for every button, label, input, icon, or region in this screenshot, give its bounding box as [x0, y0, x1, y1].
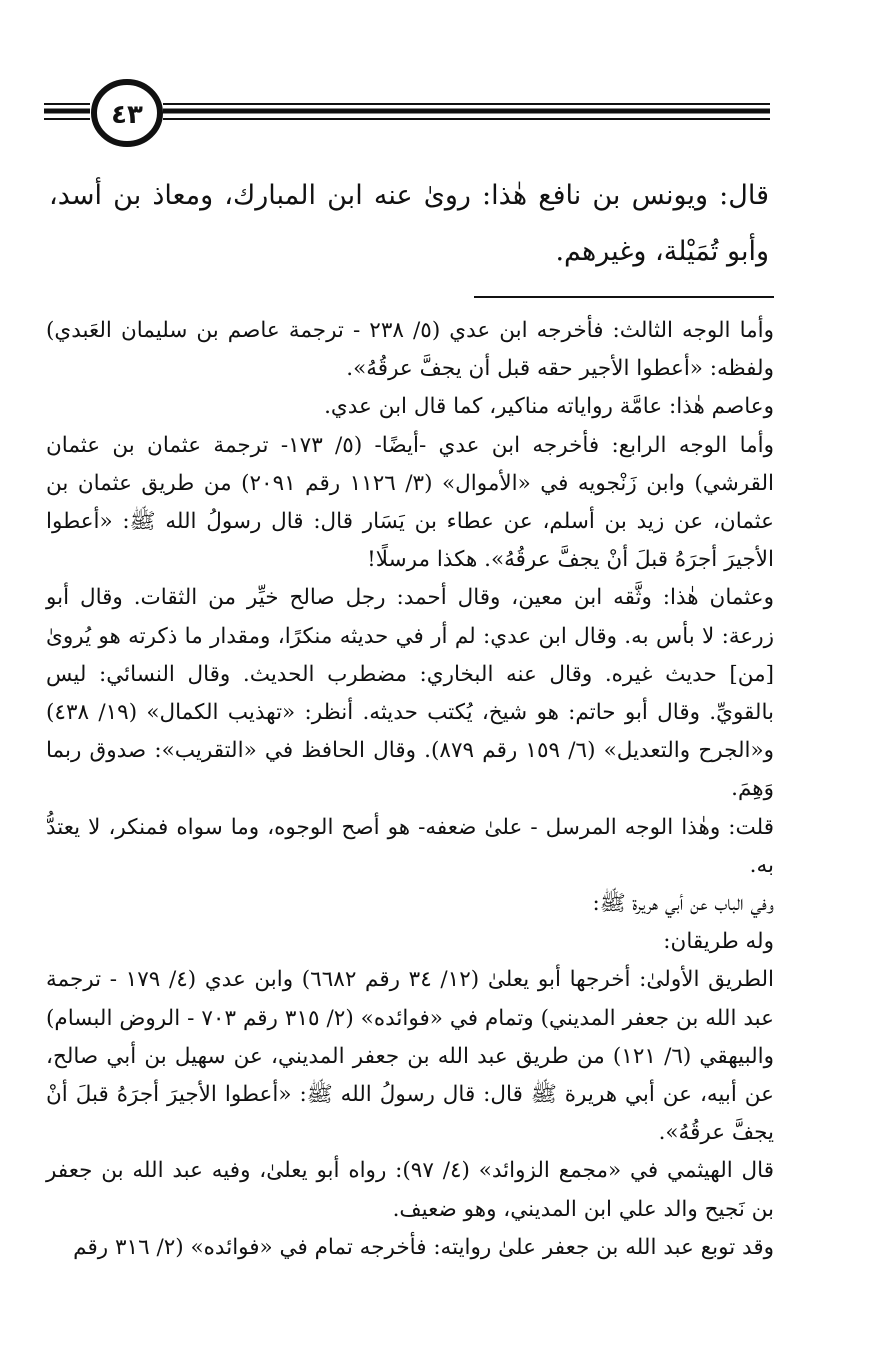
- footnote-paragraph: وقد توبع عبد الله بن جعفر علىٰ روايته: فأخرجه تمام في «فوائده» (٢/ ٣١٦ رقم: [73, 1234, 774, 1260]
- footnote-paragraph: قلت: وهٰذا الوجه المرسل - علىٰ ضعفه- هو أصح الوجوه، وما سواه فمنكر، لا يعتدُّ به.: [46, 814, 774, 878]
- page-header: [0, 0, 879, 170]
- footnote-paragraph: وعثمان هٰذا: وثَّقه ابن معين، وقال أحمد: رجل صالح خيِّر من الثقات. وقال أبو زرعة: لا بأس به. وقال ابن عدي: لم أر في حديثه منكرًا، ومقدار ما ذكرته هو يُروىٰ [من] حديث غيره. وقال عنه البخاري: مضطرب الحديث. وقال النسائي: ليس بالقويِّ. وقال أبو حاتم: هو شيخ، يُكتب حديثه. أنظر: «تهذيب الكمال» (١٩/ ٤٣٨) و«الجرح والتعديل» (٦/ ١٥٩ رقم ٨٧٩). وقال الحافظ في «التقريب»: صدوق ربما وَهِمَ.: [46, 585, 775, 802]
- footnote-paragraph: قال الهيثمي في «مجمع الزوائد» (٤/ ٩٧): رواه أبو يعلىٰ، وفيه عبد الله بن جعفر بن نَجيح والد علي ابن المديني، وهو ضعيف.: [46, 1158, 774, 1222]
- page-header-ornament: [0, 0, 879, 170]
- footnote-paragraph: الطريق الأولىٰ: أخرجها أبو يعلىٰ (١٢/ ٣٤ رقم ٦٦٨٢) وابن عدي (٤/ ١٧٩ - ترجمة عبد الله بن جعفر المديني) وتمام في «فوائده» (٢/ ٣١٥ رقم ٧٠٣ - الروض البسام) والبيهقي (٦/ ١٢١) من طريق عبد الله بن جعفر المديني، عن سهيل بن أبي صالح، عن أبيه، عن أبي هريرة ﷺ قال: قال رسولُ الله ﷺ: «أعطوا الأجيرَ أجرَهُ قبلَ أنْ يجفَّ عرقُهُ».: [46, 967, 775, 1146]
- page-number: ٤٣: [111, 100, 143, 130]
- main-text: قال: ويونس بن نافع هٰذا: روىٰ عنه ابن المبارك، ومعاذ بن أسد، وأبو تُمَيْلة، وغيرهم.: [49, 180, 770, 267]
- footnotes: [46, 312, 774, 1267]
- footnote-paragraph: وله طريقان:: [663, 929, 774, 955]
- footnote-divider: [474, 296, 774, 298]
- footnote-paragraph: وأما الوجه الرابع: فأخرجه ابن عدي -أيضًا- (٥/ ١٧٣- ترجمة عثمان بن عثمان القرشي) وابن زَنْجويه في «الأموال» (٣/ ١١٢٦ رقم ٢٠٩١) من طريق عثمان بن عثمان، عن زيد بن أسلم، عن عطاء بن يَسَار قال: قال رسولُ الله ﷺ: «أعطوا الأجيرَ أجرَهُ قبلَ أنْ يجفَّ عرقُهُ». هكذا مرسلًا!: [46, 432, 774, 573]
- footnote-paragraph: وعاصم هٰذا: عامَّة رواياته مناكير، كما قال ابن عدي.: [324, 394, 774, 420]
- footnote-paragraph: وأما الوجه الثالث: فأخرجه ابن عدي (٥/ ٢٣٨ - ترجمة عاصم بن سليمان العَبدي) ولفظه: «أعطوا الأجير حقه قبل أن يجفَّ عرقُهُ».: [46, 318, 774, 382]
- footnote-paragraph: وفي الباب عن أبي هريرة ﷺ:: [592, 891, 774, 917]
